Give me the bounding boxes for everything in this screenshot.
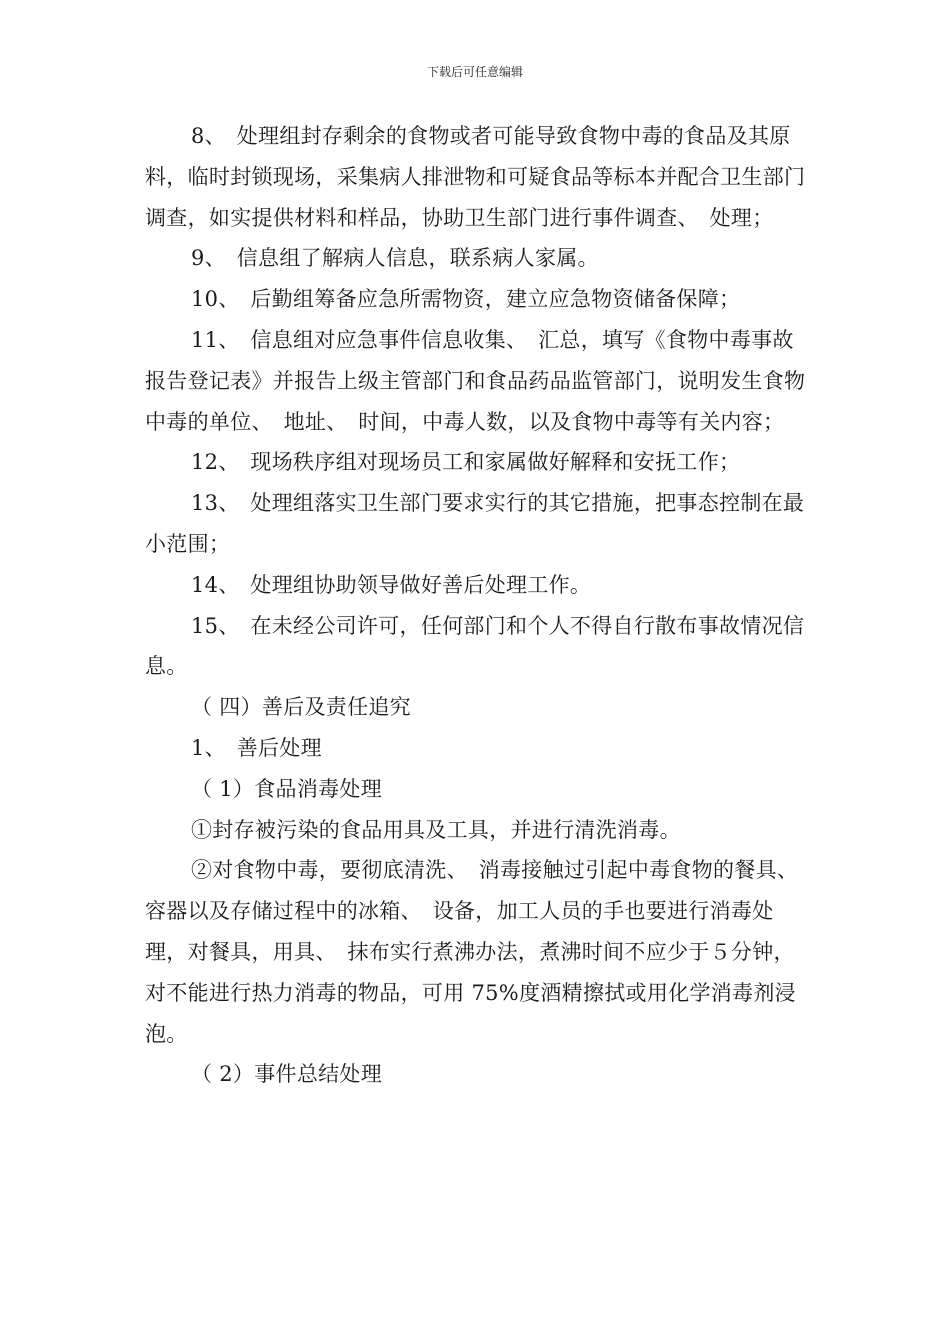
paragraph-item-13: 13、 处理组落实卫生部门要求实行的其它措施，把事态控制在最小范围；: [145, 491, 805, 556]
section-heading-aftermath: （ 四）善后及责任追究: [191, 695, 411, 720]
subsection-heading-incident-summary: （ 2）事件总结处理: [191, 1062, 383, 1087]
paragraph-item-12: 12、 现场秩序组对现场员工和家属做好解释和安抚工作；: [191, 450, 741, 475]
document-body: [145, 116, 810, 1095]
paragraph-disinfection-step-1: ①封存被污染的食品用具及工具，并进行清洗消毒。: [191, 817, 681, 842]
paragraph-item-11: 11、 信息组对应急事件信息收集、 汇总，填写《食物中毒事故报告登记表》并报告上级主管部门和食品药品监管部门，说明发生食物中毒的单位、 地址、 时间，中毒人数，以及食物中毒等有关内容；: [145, 327, 806, 434]
paragraph-disinfection-step-2: ②对食物中毒，要彻底清洗、 消毒接触过引起中毒食物的餐具、 容器以及存储过程中的冰箱、 设备，加工人员的手也要进行消毒处理，对餐具，用具、 抹布实行煮沸办法，煮沸时间不应少于５分钟，对不能进行热力消毒的物品，可用 75%度酒精擦拭或用化学消毒剂浸泡。: [145, 858, 810, 1046]
paragraph-item-8: 8、 处理组封存剩余的食物或者可能导致食物中毒的食品及其原料，临时封锁现场，采集病人排泄物和可疑食品等标本并配合卫生部门调查，如实提供材料和样品，协助卫生部门进行事件调查、 处理；: [145, 124, 806, 230]
subsection-heading-food-disinfection: （ 1）食品消毒处理: [191, 776, 383, 801]
subsection-heading-aftermath-handling: 1、 善后处理: [191, 735, 322, 760]
paragraph-item-10: 10、 后勤组筹备应急所需物资，建立应急物资储备保障；: [191, 287, 741, 312]
page-header-note: 下载后可任意编辑: [426, 65, 523, 79]
paragraph-item-15: 15、 在未经公司许可，任何部门和个人不得自行散布事故情况信息。: [145, 613, 805, 679]
paragraph-item-14: 14、 处理组协助领导做好善后处理工作。: [191, 572, 592, 597]
paragraph-item-9: 9、 信息组了解病人信息，联系病人家属。: [191, 246, 599, 271]
